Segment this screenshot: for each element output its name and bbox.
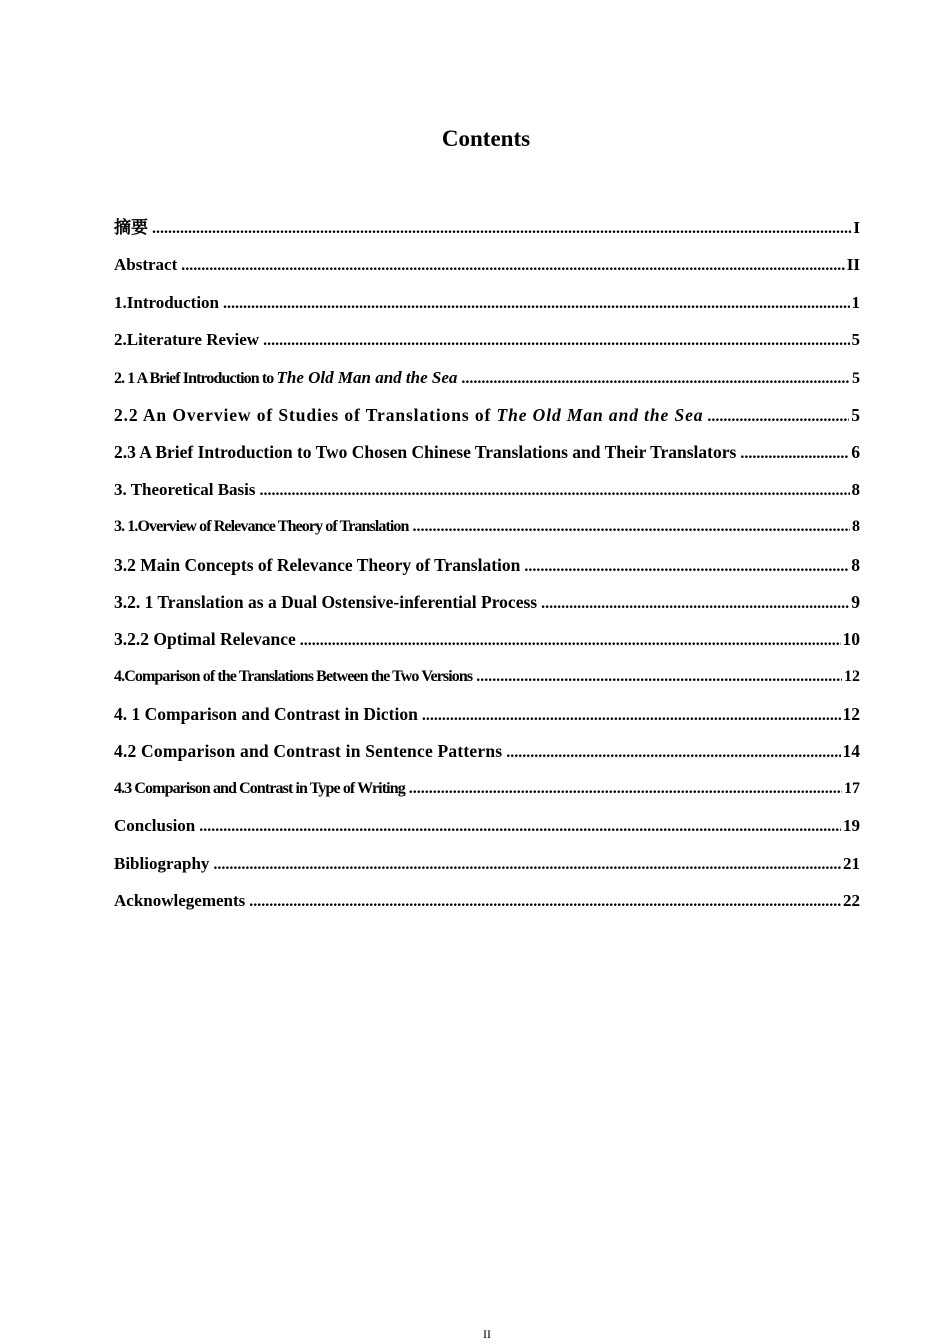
toc-entry-page: 6 (851, 442, 860, 463)
toc-leader-dots (260, 478, 850, 504)
toc-entry-theoretical-basis[interactable] (114, 477, 860, 514)
toc-leader-dots (541, 591, 849, 617)
toc-entry-title-italic: The Old Man and the Sea (276, 367, 458, 387)
toc-entry-page: 8 (852, 518, 860, 536)
toc-entry-page: 8 (851, 479, 860, 499)
toc-entry-abstract[interactable] (114, 252, 860, 289)
toc-entry-title: Abstract (114, 255, 178, 275)
toc-entry-page: 5 (852, 369, 860, 387)
toc-leader-dots (300, 628, 841, 654)
toc-entry-title-italic: The Old Man and the Sea (496, 404, 704, 425)
toc-entry-title: Bibliography (114, 853, 210, 873)
toc-entry-3-2[interactable] (114, 552, 860, 589)
toc-leader-dots (422, 703, 841, 729)
toc-entry-4-1[interactable] (114, 701, 860, 738)
toc-entry-2-3[interactable] (114, 439, 860, 476)
toc-entry-conclusion[interactable] (114, 813, 860, 850)
toc-entry-page: II (846, 255, 860, 275)
toc-entry-title: 2.Literature Review (114, 330, 260, 350)
toc-leader-dots (476, 664, 842, 690)
toc-entry-3-2-2[interactable] (114, 626, 860, 663)
toc-entry-comparison[interactable] (114, 664, 860, 701)
toc-leader-dots (152, 216, 851, 242)
page-number-footer: II (483, 1327, 491, 1341)
page-title: Contents (441, 126, 531, 151)
toc-entry-page: 21 (843, 853, 860, 873)
toc-entry-3-1[interactable] (114, 514, 860, 551)
toc-entry-title-prefix: 2.2 An Overview of Studies of Translations of (114, 404, 497, 425)
toc-leader-dots (413, 514, 850, 540)
toc-entry-2-1[interactable] (114, 365, 860, 402)
toc-entry-acknowledgements[interactable] (114, 888, 860, 925)
toc-entry-title: 4.3 Comparison and Contrast in Type of Writing (114, 779, 405, 797)
toc-entry-page: 22 (843, 891, 860, 911)
toc-entry-page: 12 (844, 667, 860, 685)
toc-leader-dots (263, 328, 849, 354)
toc-leader-dots (409, 776, 842, 802)
toc-entry-title: 3. Theoretical Basis (114, 479, 256, 499)
toc-entry-page: 14 (842, 741, 860, 762)
toc-leader-dots (461, 366, 850, 392)
toc-entry-title: 4.Comparison of the Translations Between the Two Versions (114, 667, 473, 685)
toc-leader-dots (524, 554, 849, 580)
toc-entry-title: 3.2.2 Optimal Relevance (114, 629, 296, 650)
toc-entry-abstract-cn[interactable] (114, 215, 860, 252)
toc-entry-title: 4.2 Comparison and Contrast in Sentence Patterns (114, 741, 503, 762)
toc-leader-dots (223, 291, 849, 317)
toc-entry-title: 3.2 Main Concepts of Relevance Theory of Translation (114, 554, 521, 575)
toc-entry-title: 4. 1 Comparison and Contrast in Diction (114, 704, 418, 725)
toc-entry-page: 12 (842, 704, 860, 725)
toc-entry-introduction[interactable] (114, 290, 860, 327)
toc-leader-dots (249, 889, 841, 915)
toc-entry-title (114, 365, 457, 392)
toc-entry-page: 10 (842, 629, 860, 650)
toc-entry-page: I (853, 218, 860, 237)
toc-entry-page: 17 (844, 779, 860, 797)
toc-leader-dots (213, 852, 841, 878)
toc-entry-page: 5 (851, 404, 860, 425)
table-of-contents (114, 215, 860, 925)
toc-entry-title: Acknowlegements (114, 891, 246, 911)
toc-entry-page: 1 (851, 292, 860, 312)
toc-entry-title: 3. 1.Overview of Relevance Theory of Translation (114, 518, 409, 536)
toc-entry-page: 5 (851, 330, 860, 350)
toc-leader-dots (181, 253, 845, 279)
toc-entry-title-prefix: 2. 1 A Brief Introduction to (114, 369, 277, 387)
toc-leader-dots (707, 404, 849, 430)
toc-entry-literature-review[interactable] (114, 327, 860, 364)
toc-entry-page: 19 (843, 816, 860, 836)
toc-entry-page: 9 (851, 591, 860, 612)
toc-entry-3-2-1[interactable] (114, 589, 860, 626)
toc-leader-dots (506, 740, 840, 766)
toc-entry-4-2[interactable] (114, 738, 860, 775)
toc-entry-title: Conclusion (114, 816, 196, 836)
toc-entry-title: 1.Introduction (114, 292, 220, 312)
toc-entry-title: 摘要 (114, 218, 148, 237)
toc-entry-title: 2.3 A Brief Introduction to Two Chosen Chinese Translations and Their Translators (114, 442, 737, 463)
toc-leader-dots (740, 441, 849, 467)
toc-entry-title (114, 402, 703, 428)
toc-leader-dots (199, 814, 841, 840)
toc-entry-page: 8 (851, 554, 860, 575)
toc-entry-title: 3.2. 1 Translation as a Dual Ostensive-inferential Process (114, 591, 538, 612)
toc-entry-4-3[interactable] (114, 776, 860, 813)
toc-entry-2-2[interactable] (114, 402, 860, 439)
toc-entry-bibliography[interactable] (114, 851, 860, 888)
